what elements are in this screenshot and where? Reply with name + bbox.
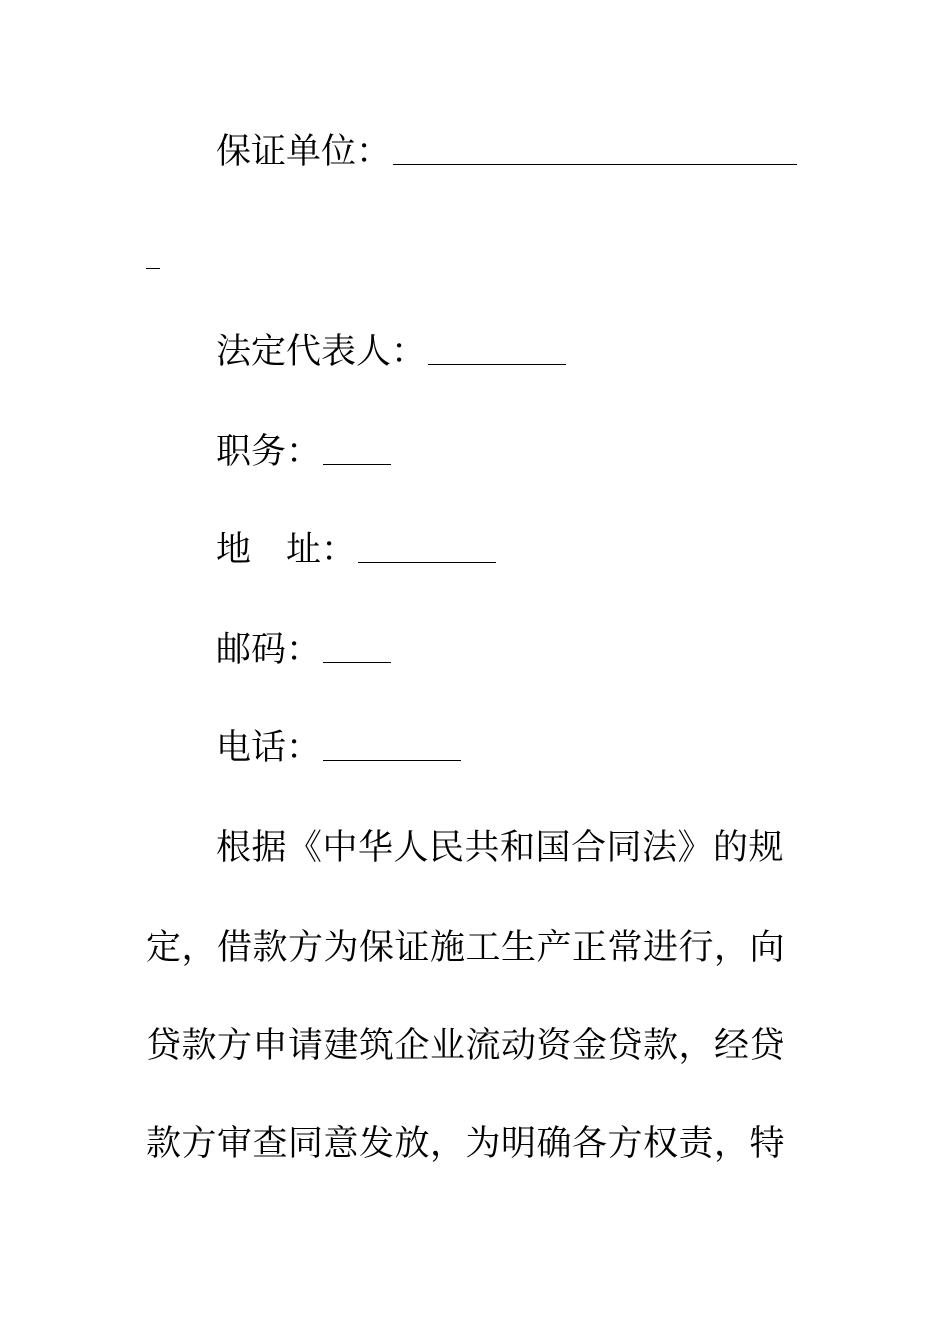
legal-representative-blank bbox=[428, 364, 566, 365]
postal-code-blank bbox=[323, 662, 391, 663]
paragraph-line-4: 款方审查同意发放，为明确各方权责，特 bbox=[146, 1124, 786, 1164]
position-row bbox=[216, 430, 391, 474]
position-label: 职务： bbox=[216, 432, 322, 472]
position-blank bbox=[323, 464, 391, 465]
phone-label: 电话： bbox=[216, 728, 322, 768]
phone-row bbox=[216, 726, 461, 770]
paragraph-line-3: 贷款方申请建筑企业流动资金贷款，经贷 bbox=[146, 1026, 786, 1066]
address-row bbox=[216, 528, 496, 572]
postal-code-label: 邮码： bbox=[216, 630, 322, 670]
address-label: 地 址： bbox=[216, 530, 357, 570]
guarantor-unit-row bbox=[216, 130, 797, 174]
paragraph-line-2: 定，借款方为保证施工生产正常进行，向 bbox=[146, 928, 786, 968]
paragraph-line-1: 根据《中华人民共和国合同法》的规 bbox=[216, 828, 785, 868]
guarantor-unit-blank-continuation bbox=[146, 268, 160, 269]
postal-code-row bbox=[216, 628, 391, 672]
phone-blank bbox=[323, 760, 461, 761]
guarantor-unit-label: 保证单位： bbox=[216, 132, 392, 172]
legal-representative-label: 法定代表人： bbox=[216, 332, 427, 372]
guarantor-unit-blank bbox=[393, 164, 797, 165]
address-blank bbox=[358, 562, 496, 563]
legal-representative-row bbox=[216, 330, 566, 374]
